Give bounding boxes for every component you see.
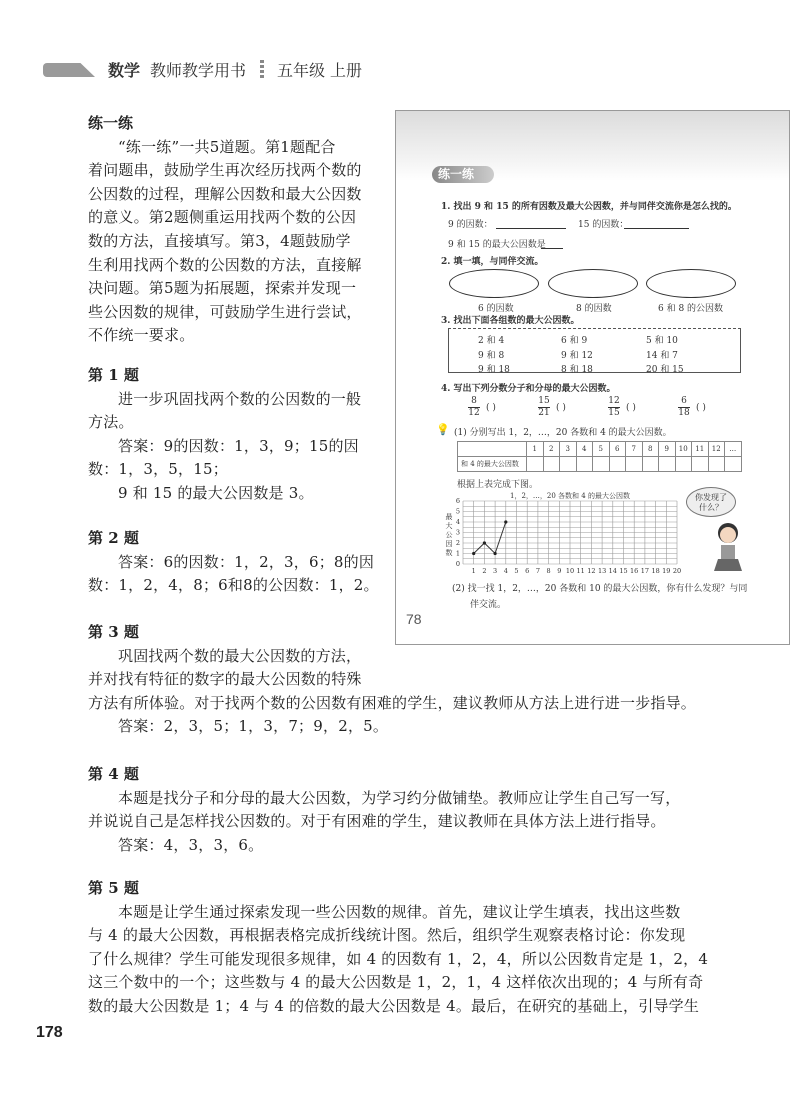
y-axis-label-char: 大 (445, 522, 453, 530)
speech-bubble: 你发现了什么？ (686, 487, 736, 517)
table-header-cell: 4 (576, 442, 593, 457)
practice-badge: 练一练 (432, 166, 494, 183)
table-header-cell: 7 (626, 442, 643, 457)
answer-parentheses: ( ) (696, 403, 706, 413)
girl-illustration (708, 521, 748, 577)
y-axis-label-char: 公 (445, 531, 453, 539)
table-header-cell: 2 (543, 442, 560, 457)
ellipse-label: 6 的因数 (478, 304, 514, 314)
table-empty-cell (560, 457, 577, 472)
table-empty-cell (725, 457, 742, 472)
answer-parentheses: ( ) (486, 403, 496, 413)
fraction (538, 397, 550, 418)
text-line: 公因数的过程，理解公因数和最大公因数 (88, 184, 362, 203)
text-line: 决问题。第5题为拓展题，探索并发现一 (88, 279, 357, 298)
text-line: 答案：2，3，5；1，3，7；9，2，5。 (118, 717, 389, 736)
denominator: 15 (608, 408, 620, 418)
number-pair: 20 和 15 (646, 365, 684, 375)
table-header-cell: 10 (675, 442, 692, 457)
text-line: 方法。 (88, 413, 134, 432)
section-1 (88, 112, 362, 348)
section-heading: 第 2 题 (88, 529, 139, 547)
text-line: 着问题串，鼓励学生再次经历找两个数的 (88, 161, 362, 180)
q1-gcd: 9 和 15 的最大公因数是 (448, 240, 546, 250)
x-tick-label: 10 (565, 567, 575, 575)
y-tick-label: 4 (455, 518, 460, 526)
table-header-cell: 5 (593, 442, 610, 457)
section-3 (88, 527, 379, 598)
text-line: 并说说自己是怎样找公因数的。对于有困难的学生，建议教师在具体方法上进行指导。 (88, 812, 666, 831)
table-empty-cell (576, 457, 593, 472)
number-pair: 2 和 4 (478, 336, 505, 346)
table-empty-cell (543, 457, 560, 472)
data-point (483, 541, 486, 544)
y-tick-label: 1 (455, 549, 460, 558)
section-heading: 第 5 题 (88, 879, 139, 897)
number-pair: 9 和 18 (478, 365, 510, 375)
x-tick-label: 6 (525, 567, 530, 575)
answer-parentheses: ( ) (626, 403, 636, 413)
table-empty-cell (609, 457, 626, 472)
text-line: 答案：9的因数：1，3，9；15的因 (118, 436, 359, 455)
blank-line (624, 228, 689, 229)
x-tick-label: 19 (662, 567, 671, 575)
text-line: 了什么规律？学生可能发现很多规律，如 4 的因数有 1，2，4，所以公因数肯定是 1，2，4 (88, 949, 709, 968)
text-line: 本题是让学生通过探索发现一些公因数的规律。首先，建议让学生填表，找出这些数 (118, 902, 681, 921)
x-tick-label: 2 (482, 567, 487, 575)
text-line: 答案：6的因数：1，2，3，6；8的因 (118, 552, 375, 571)
section-heading: 第 4 题 (88, 765, 139, 783)
y-tick-label: 0 (455, 560, 460, 568)
inset-page-number: 78 (406, 611, 422, 627)
section-5 (88, 763, 680, 857)
x-tick-label: 7 (535, 567, 540, 575)
textbook-page-figure (395, 110, 790, 645)
header-volume: 上册 (330, 61, 363, 80)
q1-factors-9: 9 的因数： (448, 220, 493, 230)
complete-instruction: 根据上表完成下图。 (457, 480, 539, 490)
fraction (678, 397, 690, 418)
y-axis-label-char: 最 (445, 513, 453, 521)
fraction (468, 397, 480, 418)
header-divider (260, 60, 264, 80)
answer-parentheses: ( ) (556, 403, 566, 413)
text-line: 数：1，2，4，8；6和8的公因数：1，2。 (88, 576, 379, 595)
q3-text: 3. 找出下面各组数的最大公因数。 (441, 316, 580, 326)
gcd-line-chart (436, 489, 686, 585)
x-tick-label: 14 (608, 567, 617, 575)
y-axis-label-char: 因 (445, 540, 453, 548)
number-pair: 5 和 10 (646, 336, 678, 346)
header-book: 教师教学用书 (150, 61, 247, 80)
q1-text: 1. 找出 9 和 15 的所有因数及最大公因数，并与同伴交流你是怎么找的。 (441, 202, 737, 212)
text-line: 这三个数中的一个；这些数与 4 的最大公因数是 1，2，1，4 这样依次出现的；4 与所有奇 (88, 973, 704, 992)
section-heading: 第 3 题 (88, 623, 139, 641)
table-empty-cell (675, 457, 692, 472)
x-tick-label: 4 (503, 567, 508, 575)
q1-factors-15: 15 的因数： (578, 220, 629, 230)
text-line: 9 和 15 的最大公因数是 3。 (118, 483, 314, 502)
x-tick-label: 16 (630, 567, 639, 575)
numerator: 12 (608, 396, 620, 406)
table-empty-cell (659, 457, 676, 472)
page-number: 178 (36, 1024, 63, 1041)
data-point (472, 552, 475, 555)
table-header-cell: 3 (560, 442, 577, 457)
numerator: 6 (681, 396, 687, 406)
table-header-cell: 9 (659, 442, 676, 457)
text-line: 数的方法，直接填写。第3，4题鼓励学 (88, 231, 351, 250)
ellipse-label: 6 和 8 的公因数 (658, 304, 724, 314)
text-line: 数：1，3，5，15； (88, 460, 228, 479)
denominator: 12 (468, 408, 480, 418)
table-empty-cell (626, 457, 643, 472)
q5-part2: (2) 找一找 1，2，…，20 各数和 10 的最大公因数，你有什么发现？与同 (452, 584, 748, 594)
number-pair: 14 和 7 (646, 351, 678, 361)
numerator: 8 (471, 396, 477, 406)
y-tick-label: 6 (455, 497, 460, 505)
text-line: 答案：4，3，3，6。 (118, 835, 264, 854)
table-empty-cell (527, 457, 544, 472)
table-row-label: 和 4 的最大公因数 (458, 457, 527, 472)
x-tick-label: 1 (471, 567, 476, 575)
ellipse-6 (449, 269, 539, 298)
x-tick-label: 9 (557, 567, 562, 575)
x-tick-label: 12 (587, 567, 596, 575)
table-empty-cell (708, 457, 725, 472)
section-2 (88, 364, 361, 506)
chart-title: 1，2，…，20 各数和 4 的最大公因数 (510, 492, 630, 500)
table-empty-cell (593, 457, 610, 472)
number-pair: 9 和 8 (478, 351, 505, 361)
blank-line (541, 248, 563, 249)
q5-part1: (1) 分别写出 1，2，…，20 各数和 4 的最大公因数。 (454, 428, 672, 438)
section-6 (88, 877, 708, 1019)
bulb-icon: 💡 (436, 423, 450, 436)
text-line: 本题是找分子和分母的最大公因数，为学习约分做铺垫。教师应让学生自己写一写， (118, 788, 681, 807)
text-line: 并对找有特征的数字的最大公因数的特殊 (88, 670, 362, 689)
header-grade: 五年级 (277, 61, 326, 80)
q4-text: 4. 写出下列分数分子和分母的最大公因数。 (441, 384, 616, 394)
text-line: 进一步巩固找两个数的公因数的一般 (118, 389, 362, 408)
y-tick-label: 5 (455, 507, 460, 516)
denominator: 18 (678, 408, 690, 418)
text-line: 方法有所体验。对于找两个数的公因数有困难的学生，建议教师从方法上进行进一步指导。 (88, 693, 697, 712)
numerator: 15 (538, 396, 550, 406)
q2-text: 2. 填一填，与同伴交流。 (441, 257, 544, 267)
x-tick-label: 5 (514, 567, 519, 575)
table-empty-cell (642, 457, 659, 472)
data-point (494, 552, 497, 555)
table-header-cell: 1 (527, 442, 544, 457)
table-header-cell: 12 (708, 442, 725, 457)
data-point (504, 520, 507, 523)
ellipse-common (646, 269, 736, 298)
q5-part2-cont: 伴交流。 (470, 600, 507, 610)
header-tab-decoration (43, 63, 95, 77)
gcd-table (457, 441, 742, 472)
y-axis-label-char: 数 (445, 549, 453, 557)
x-tick-label: 20 (672, 567, 682, 575)
x-tick-label: 18 (651, 567, 660, 575)
x-tick-label: 15 (619, 567, 628, 575)
denominator: 21 (538, 408, 550, 418)
text-line: 巩固找两个数的最大公因数的方法， (118, 646, 362, 665)
x-tick-label: 3 (493, 567, 498, 575)
x-tick-label: 8 (546, 567, 551, 575)
number-pair: 6 和 9 (561, 336, 588, 346)
blank-line (496, 228, 566, 229)
text-line: 数的最大公因数是 1；4 与 4 的倍数的最大公因数是 4。最后，在研究的基础上，引导学生 (88, 996, 700, 1015)
ellipse-8 (548, 269, 638, 298)
x-tick-label: 13 (597, 567, 607, 575)
table-empty-cell (692, 457, 709, 472)
section-heading: 练一练 (88, 114, 134, 132)
text-line: “练一练”一共5道题。第1题配合 (118, 137, 336, 156)
x-tick-label: 17 (640, 567, 650, 575)
text-line: 与 4 的最大公因数，再根据表格完成折线统计图。然后，组织学生观察表格讨论：你发现 (88, 926, 686, 945)
ellipse-label: 8 的因数 (576, 304, 612, 314)
text-line: 的意义。第2题侧重运用找两个数的公因 (88, 208, 357, 227)
header-subject: 数学 (108, 61, 141, 80)
fraction (608, 397, 620, 418)
table-header-cell: 11 (692, 442, 709, 457)
y-tick-label: 2 (455, 539, 460, 547)
text-line: 生利用找两个数的公因数的方法，直接解 (88, 255, 362, 274)
section-heading: 第 1 题 (88, 366, 139, 384)
number-pair: 8 和 18 (561, 365, 593, 375)
number-pair: 9 和 12 (561, 351, 593, 361)
text-line: 不作统一要求。 (88, 326, 195, 345)
table-header-cell: 8 (642, 442, 659, 457)
table-header-cell: … (725, 442, 742, 457)
table-header-cell: 6 (609, 442, 626, 457)
y-tick-label: 3 (455, 528, 460, 537)
x-tick-label: 11 (576, 567, 585, 575)
text-line: 些公因数的规律，可鼓励学生进行尝试， (88, 302, 362, 321)
